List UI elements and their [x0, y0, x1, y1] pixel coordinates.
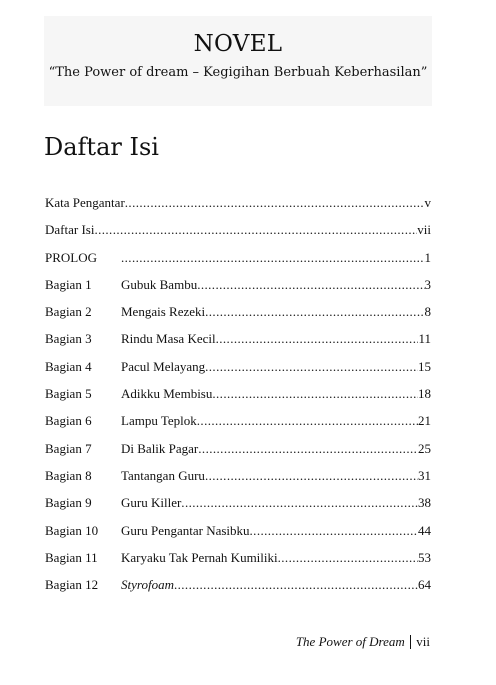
chapter-number: Bagian 9 — [45, 495, 92, 511]
dot-leader — [198, 435, 418, 462]
toc-entry-prolog — [45, 244, 431, 271]
chapter-page: 3 — [424, 276, 431, 292]
chapter-title: Pacul Melayang — [121, 358, 206, 374]
dot-leader — [216, 325, 419, 352]
chapter-number: Bagian 6 — [45, 413, 92, 429]
chapter-page: 8 — [424, 304, 431, 320]
toc-entry-chapter — [45, 271, 431, 298]
chapter-page: 31 — [418, 467, 431, 483]
table-of-contents — [45, 189, 431, 598]
dot-leader — [212, 380, 418, 407]
dot-leader — [181, 489, 418, 516]
page-number: vii — [416, 634, 430, 649]
chapter-title: Rindu Masa Kecil — [121, 331, 216, 347]
toc-entry-page: v — [424, 195, 431, 210]
chapter-number: Bagian 8 — [45, 467, 92, 483]
toc-entry-chapter — [45, 489, 431, 516]
chapter-number: Bagian 11 — [45, 549, 98, 565]
dot-leader — [205, 462, 418, 489]
toc-entry-label: Daftar Isi — [45, 222, 95, 238]
toc-entry-chapter — [45, 298, 431, 325]
chapter-title: Mengais Rezeki — [121, 304, 206, 320]
toc-entry-chapter — [45, 517, 431, 544]
chapter-number: Bagian 3 — [45, 331, 92, 347]
chapter-title: Adikku Membisu — [121, 386, 213, 402]
toc-entry-chapter — [45, 435, 431, 462]
dot-leader — [121, 244, 425, 271]
dot-leader — [174, 571, 418, 598]
chapter-page: 64 — [418, 577, 431, 593]
toc-entry-page: vii — [417, 222, 431, 238]
chapter-number: Bagian 1 — [45, 276, 92, 292]
chapter-page: 38 — [418, 495, 431, 511]
book-title: NOVEL — [193, 31, 283, 57]
chapter-number: Bagian 4 — [45, 358, 92, 374]
footer-divider — [410, 635, 412, 649]
toc-entry-chapter — [45, 407, 431, 434]
page-footer — [296, 633, 430, 651]
chapter-title: Karyaku Tak Pernah Kumiliki — [121, 549, 278, 565]
chapter-title: Di Balik Pagar — [121, 440, 199, 456]
toc-entry-label: Kata Pengantar — [45, 195, 125, 210]
chapter-number: Bagian 5 — [45, 386, 92, 402]
dot-leader — [125, 189, 425, 216]
chapter-title: Styrofoam — [121, 577, 174, 593]
chapter-title: Guru Killer — [121, 495, 182, 511]
chapter-page: 15 — [418, 358, 431, 374]
toc-heading: Daftar Isi — [44, 133, 159, 161]
chapter-title: Lampu Teplok — [121, 413, 197, 429]
toc-entry-chapter — [45, 571, 431, 598]
toc-entry-chapter — [45, 544, 431, 571]
toc-entry-page: 1 — [424, 249, 431, 265]
chapter-page: 18 — [418, 386, 431, 402]
toc-entry-kata-pengantar — [45, 189, 431, 216]
toc-entry-chapter — [45, 325, 431, 352]
chapter-number: Bagian 12 — [45, 577, 99, 593]
chapter-title: Guru Pengantar Nasibku — [121, 522, 250, 538]
dot-leader — [205, 298, 424, 325]
chapter-page: 21 — [418, 413, 431, 429]
toc-entry-label: PROLOG — [45, 249, 98, 265]
chapter-number: Bagian 7 — [45, 440, 92, 456]
chapter-page: 44 — [418, 522, 431, 538]
dot-leader — [197, 271, 424, 298]
dot-leader — [197, 407, 418, 434]
chapter-title: Tantangan Guru — [121, 467, 205, 483]
running-title: The Power of Dream — [295, 634, 405, 649]
chapter-number: Bagian 2 — [45, 304, 92, 320]
chapter-number: Bagian 10 — [45, 522, 99, 538]
dot-leader — [250, 517, 418, 544]
toc-entry-chapter — [45, 353, 431, 380]
chapter-title: Gubuk Bambu — [121, 276, 198, 292]
chapter-page: 53 — [418, 549, 431, 565]
dot-leader — [278, 544, 418, 571]
book-subtitle: “The Power of dream – Kegigihan Berbuah Keberhasilan” — [48, 65, 428, 80]
toc-entry-daftar-isi — [45, 216, 431, 243]
dot-leader — [94, 216, 417, 243]
toc-entry-chapter — [45, 462, 431, 489]
toc-entry-chapter — [45, 380, 431, 407]
chapter-page: 11 — [418, 331, 431, 347]
dot-leader — [205, 353, 418, 380]
chapter-page: 25 — [418, 440, 431, 456]
